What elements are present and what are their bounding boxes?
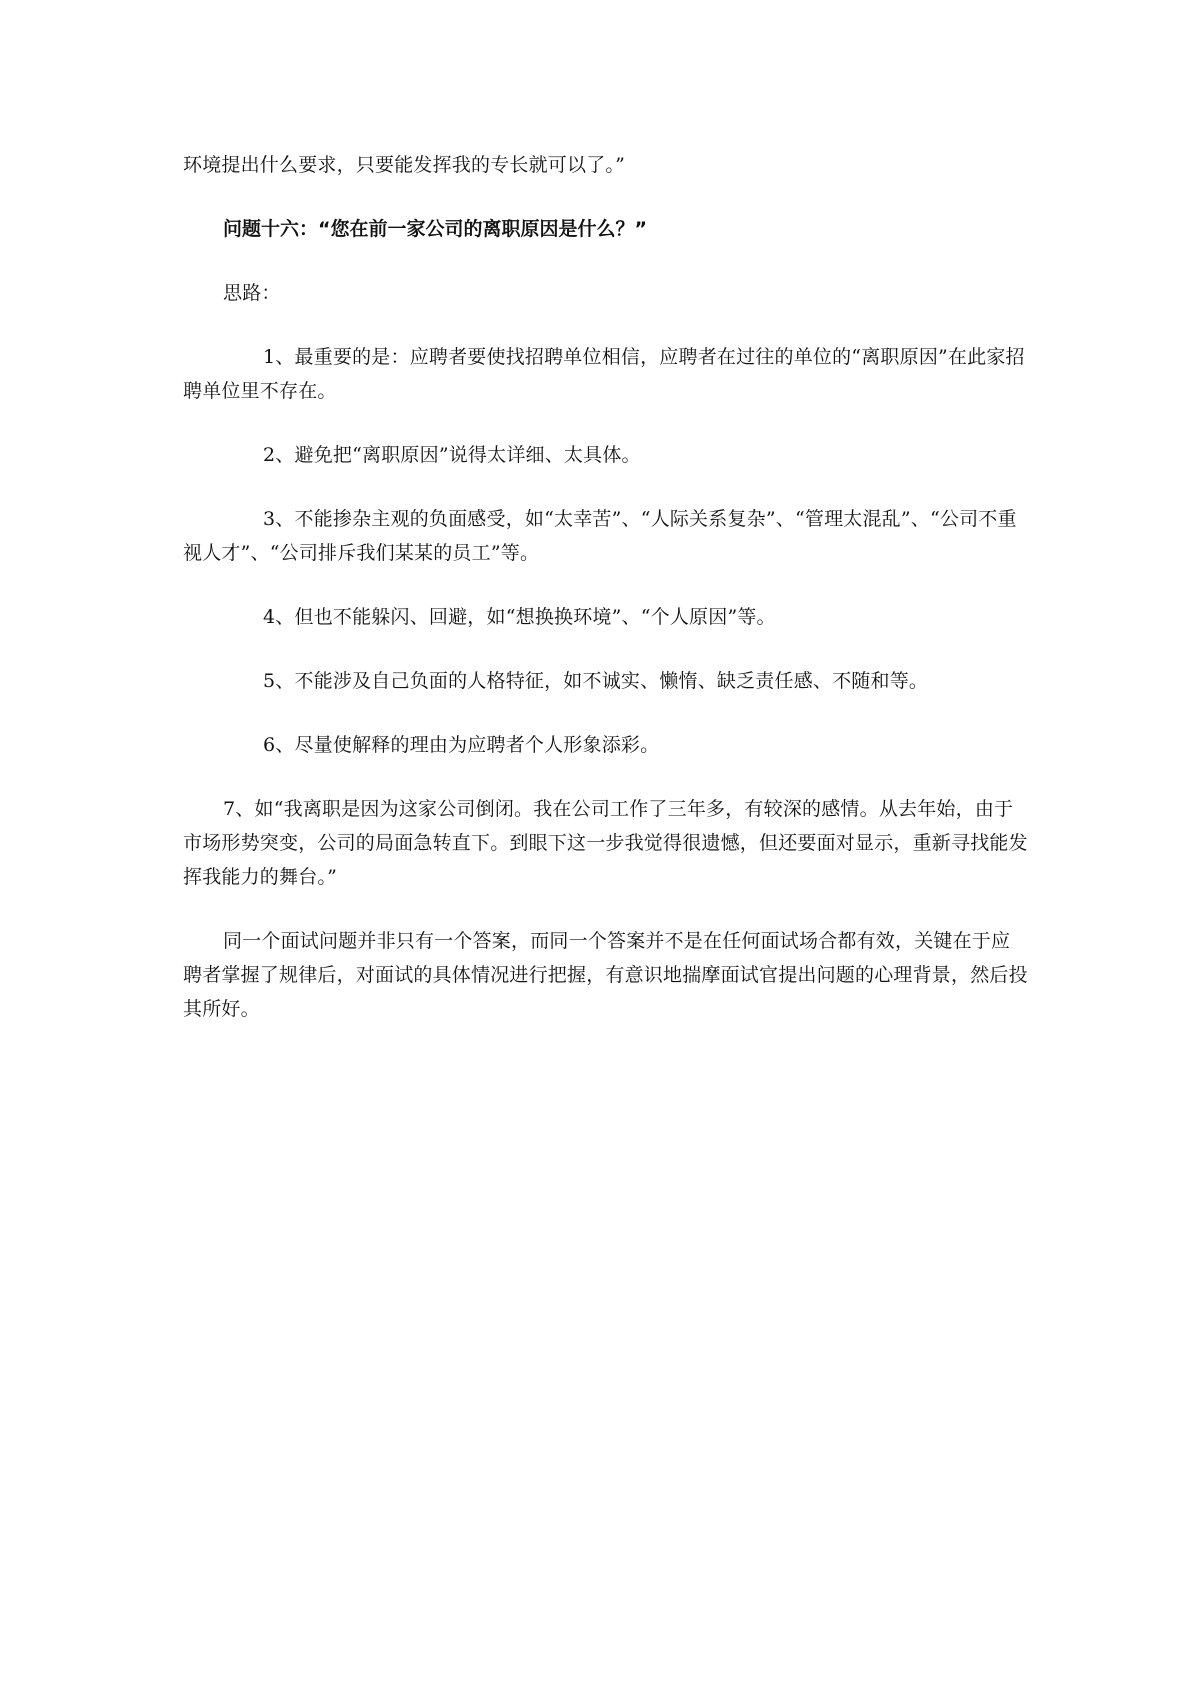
list-item bbox=[183, 600, 1028, 634]
list-item-text: 最重要的是：应聘者要使找招聘单位相信，应聘者在过往的单位的“离职原因”在此家招聘单位里不存在。 bbox=[183, 346, 1025, 402]
list-item-number: 1、 bbox=[263, 346, 295, 368]
list-item-text: 如“我离职是因为这家公司倒闭。我在公司工作了三年多，有较深的感情。从去年始，由于市场形势突变，公司的局面急转直下。到眼下这一步我觉得很遗憾，但还要面对显示，重新寻找能发挥我能力的舞台。” bbox=[183, 798, 1028, 888]
question-heading: 问题十六：“您在前一家公司的离职原因是什么？” bbox=[223, 218, 647, 240]
approach-label: 思路： bbox=[223, 282, 281, 304]
list-item-text: 不能涉及自己负面的人格特征，如不诚实、懒惰、缺乏责任感、不随和等。 bbox=[294, 670, 929, 692]
list-item bbox=[183, 728, 1028, 762]
list-item bbox=[183, 502, 1028, 570]
list-item-number: 5、 bbox=[263, 670, 295, 692]
list-item-text: 避免把“离职原因”说得太详细、太具体。 bbox=[294, 444, 641, 466]
list-item-number: 2、 bbox=[263, 444, 295, 466]
list-item-text: 不能掺杂主观的负面感受，如“太幸苦”、“人际关系复杂”、“管理太混乱”、“公司不重视人才”、“公司排斥我们某某的员工”等。 bbox=[183, 508, 1017, 564]
list-item-number: 3、 bbox=[263, 508, 295, 530]
list-item-text: 尽量使解释的理由为应聘者个人形象添彩。 bbox=[294, 734, 660, 756]
list-item-number: 7、 bbox=[223, 798, 255, 820]
list-item bbox=[183, 664, 1028, 698]
list-item bbox=[183, 792, 1028, 894]
list-item-number: 4、 bbox=[263, 606, 295, 628]
list-item-number: 6、 bbox=[263, 734, 295, 756]
list-item bbox=[183, 340, 1028, 408]
list-item bbox=[183, 438, 1028, 472]
closing-paragraph: 同一个面试问题并非只有一个答案，而同一个答案并不是在任何面试场合都有效，关键在于应聘者掌握了规律后，对面试的具体情况进行把握，有意识地揣摩面试官提出问题的心理背景，然后投其所好。 bbox=[183, 930, 1028, 1020]
continuation-paragraph: 环境提出什么要求，只要能发挥我的专长就可以了。” bbox=[183, 154, 626, 176]
document-body bbox=[183, 148, 1028, 1056]
list-item-text: 但也不能躲闪、回避，如“想换换环境”、“个人原因”等。 bbox=[294, 606, 776, 628]
